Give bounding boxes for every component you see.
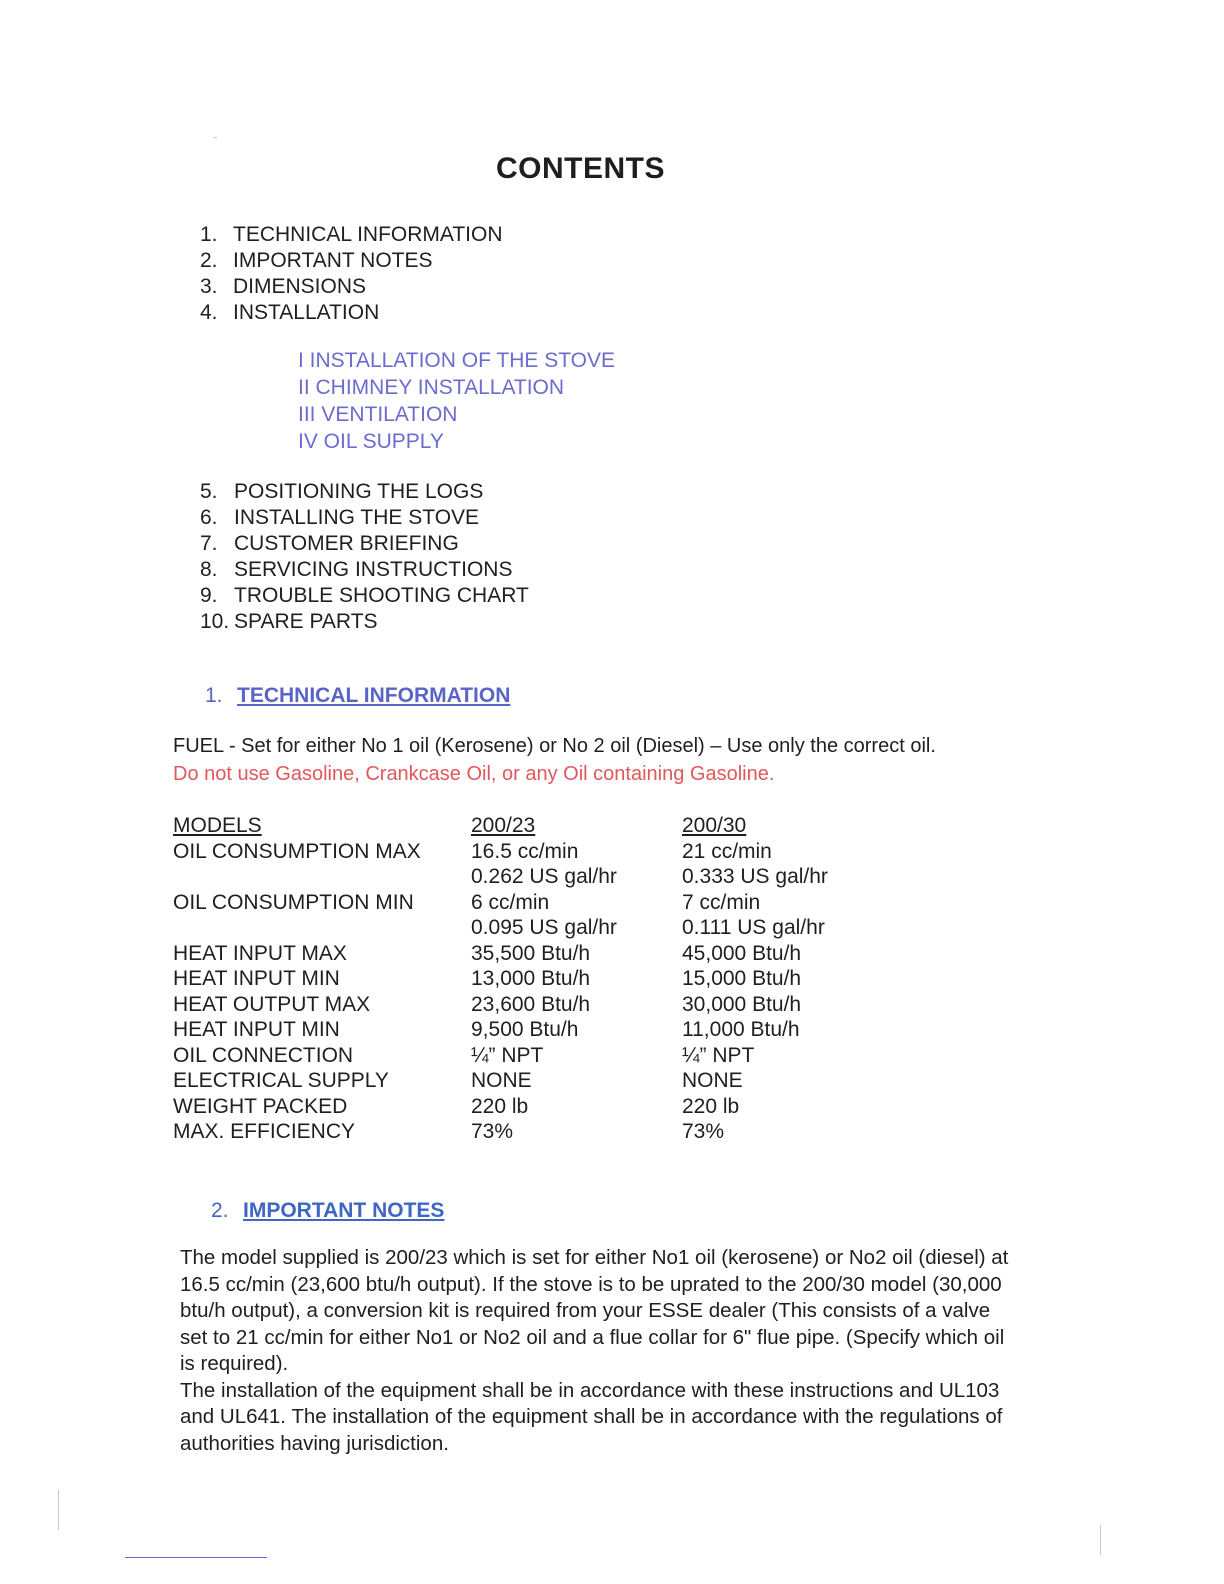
- toc-item-label: TECHNICAL INFORMATION: [233, 223, 503, 246]
- spec-label: ELECTRICAL SUPPLY: [173, 1069, 389, 1092]
- toc-item-label: INSTALLING THE STOVE: [234, 506, 480, 529]
- section-title: IMPORTANT NOTES: [243, 1199, 445, 1222]
- contents-title: CONTENTS: [496, 152, 665, 185]
- fuel-line: FUEL - Set for either No 1 oil (Kerosene) or No 2 oil (Diesel) – Use only the correct oil.: [173, 735, 936, 757]
- scan-edge-mark: [58, 1490, 59, 1530]
- spec-value-a: 16.5 cc/min: [471, 839, 579, 863]
- toc-item-number: 4.: [200, 301, 218, 324]
- spec-value-b: 220 lb: [682, 1094, 740, 1118]
- spec-label: HEAT INPUT MIN: [173, 967, 340, 990]
- spec-value-b: 45,000 Btu/h: [682, 941, 802, 965]
- spec-value-b: 21 cc/min: [682, 839, 772, 863]
- scan-edge-mark: [1100, 1525, 1101, 1555]
- toc-item: [200, 300, 503, 326]
- spec-value-a: 9,500 Btu/h: [471, 1018, 579, 1041]
- toc-item-label: SPARE PARTS: [234, 610, 378, 633]
- toc-item-number: 8.: [200, 558, 218, 581]
- toc-item-label: POSITIONING THE LOGS: [234, 480, 484, 503]
- spec-value-b: ¼” NPT: [682, 1043, 755, 1067]
- toc-item-number: 5.: [200, 480, 218, 503]
- section-number: 1.: [205, 684, 223, 707]
- spec-label: HEAT OUTPUT MAX: [173, 992, 371, 1016]
- scan-speck: [213, 137, 217, 138]
- toc-item-number: 1.: [200, 223, 218, 246]
- toc-item-number: 3.: [200, 275, 218, 298]
- spec-label: OIL CONSUMPTION MAX: [173, 839, 421, 863]
- spec-label: OIL CONSUMPTION MIN: [173, 890, 414, 914]
- spec-label: HEAT INPUT MAX: [173, 941, 347, 965]
- toc-item: [200, 274, 503, 300]
- notes-paragraph: The installation of the equipment shall be in accordance with these instructions and UL103 and UL641. The installation of the equipment shall be in accordance with the regulations of authorities having jurisdiction.: [180, 1378, 1003, 1455]
- spec-value-a: 73%: [471, 1120, 514, 1143]
- spec-label: MAX. EFFICIENCY: [173, 1120, 356, 1143]
- section-title: TECHNICAL INFORMATION: [237, 684, 511, 707]
- spec-value-a: 35,500 Btu/h: [471, 941, 591, 965]
- toc-subitem: II CHIMNEY INSTALLATION: [298, 376, 565, 399]
- spec-value-a: NONE: [471, 1069, 532, 1092]
- spec-value-b: NONE: [682, 1069, 743, 1092]
- toc-item: [200, 531, 529, 557]
- spec-value-b: 7 cc/min: [682, 890, 761, 914]
- fuel-statement: [173, 732, 936, 788]
- section-heading-technical: [205, 684, 510, 708]
- spec-value-a: ¼” NPT: [471, 1043, 544, 1067]
- toc-item-label: CUSTOMER BRIEFING: [234, 532, 459, 555]
- toc-item-number: 9.: [200, 584, 218, 607]
- toc-subitem: III VENTILATION: [298, 403, 458, 426]
- spec-header-model-a: 200/23: [471, 814, 536, 837]
- spec-value-a: 6 cc/min: [471, 890, 550, 914]
- spec-value-a: 0.262 US gal/hr: [471, 865, 617, 888]
- toc-item: [200, 505, 529, 531]
- toc-item: [200, 222, 503, 248]
- toc-item-label: DIMENSIONS: [233, 275, 367, 298]
- toc-item-number: 2.: [200, 249, 218, 272]
- spec-header-model-b: 200/30: [682, 814, 747, 837]
- toc-item: [200, 557, 529, 583]
- spec-value-b: 15,000 Btu/h: [682, 967, 802, 990]
- installation-subsections: [298, 347, 615, 455]
- footnote-rule: [125, 1557, 267, 1558]
- toc-item-label: TROUBLE SHOOTING CHART: [234, 584, 529, 607]
- spec-label: HEAT INPUT MIN: [173, 1018, 340, 1041]
- contents-list-bottom: [200, 479, 529, 635]
- spec-value-b: 11,000 Btu/h: [682, 1018, 800, 1041]
- spec-value-b: 73%: [682, 1120, 725, 1143]
- toc-item: [200, 479, 529, 505]
- notes-paragraph: The model supplied is 200/23 which is set for either No1 oil (kerosene) or No2 oil (diesel) at 16.5 cc/min (23,600 btu/h output). If the stove is to be uprated to the 200/30 model (30,000 btu/h output), a conversion kit is required from your ESSE dealer (This consists of a valve set to 21 cc/min for either No1 or No2 oil and a flue collar for 6" flue pipe. (Specify which oil is required).: [180, 1246, 1009, 1375]
- toc-item: [200, 609, 529, 635]
- spec-header-label: MODELS: [173, 814, 262, 837]
- spec-value-b: 0.111 US gal/hr: [682, 916, 825, 939]
- section-number: 2.: [211, 1199, 229, 1222]
- important-notes-body: [180, 1245, 1020, 1457]
- spec-label: WEIGHT PACKED: [173, 1094, 348, 1118]
- spec-value-a: 220 lb: [471, 1094, 529, 1118]
- toc-subitem: I INSTALLATION OF THE STOVE: [298, 349, 616, 372]
- fuel-warning: Do not use Gasoline, Crankcase Oil, or any Oil containing Gasoline.: [173, 763, 775, 785]
- spec-value-a: 23,600 Btu/h: [471, 992, 591, 1016]
- spec-value-b: 30,000 Btu/h: [682, 992, 802, 1016]
- toc-item-label: IMPORTANT NOTES: [233, 249, 433, 272]
- spec-label: OIL CONNECTION: [173, 1043, 354, 1067]
- toc-subitem: IV OIL SUPPLY: [298, 430, 444, 453]
- toc-item-number: 7.: [200, 532, 218, 555]
- toc-item-label: SERVICING INSTRUCTIONS: [234, 558, 513, 581]
- section-heading-notes: [211, 1199, 444, 1223]
- toc-item: [200, 248, 503, 274]
- toc-item-label: INSTALLATION: [233, 301, 380, 324]
- toc-item: [200, 583, 529, 609]
- spec-value-a: 0.095 US gal/hr: [471, 916, 617, 939]
- toc-item-number: 6.: [200, 506, 218, 529]
- spec-value-a: 13,000 Btu/h: [471, 967, 591, 990]
- spec-value-b: 0.333 US gal/hr: [682, 865, 828, 888]
- toc-item-number: 10.: [200, 610, 230, 633]
- contents-list-top: [200, 222, 503, 326]
